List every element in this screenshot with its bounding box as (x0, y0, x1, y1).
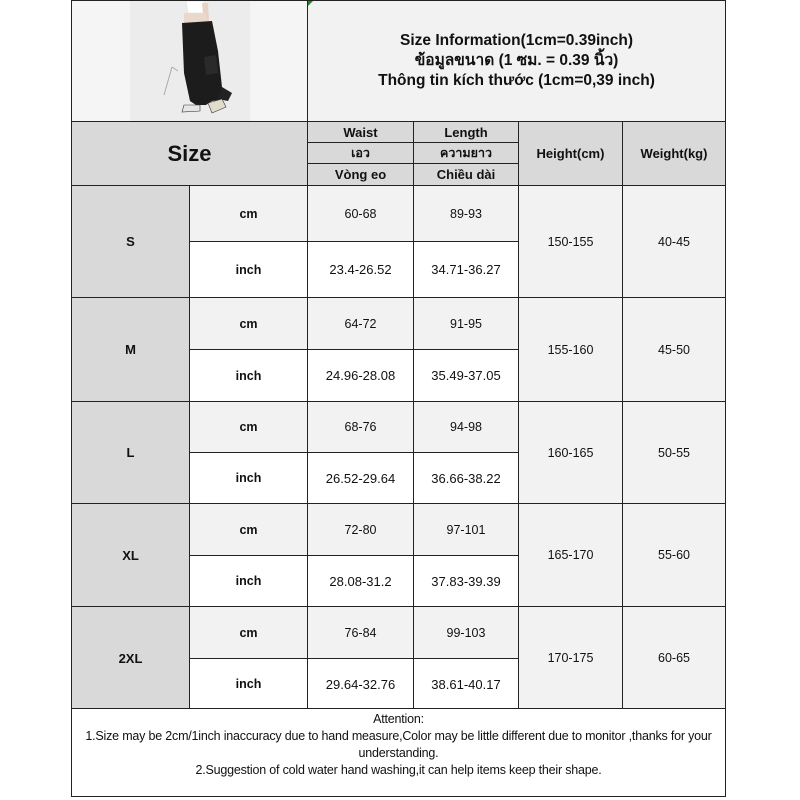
size-chart (71, 0, 726, 797)
weight-value: 50-55 (622, 401, 726, 504)
unit-label-cm: cm (189, 503, 308, 556)
length-inch-value: 38.61-40.17 (413, 658, 519, 710)
height-value: 155-160 (518, 297, 623, 402)
length-inch-value: 34.71-36.27 (413, 241, 519, 298)
attention-heading: Attention: (373, 712, 424, 726)
unit-label-cm: cm (189, 606, 308, 659)
unit-label-inch: inch (189, 349, 308, 402)
height-value: 165-170 (518, 503, 623, 607)
waist-inch-value: 24.96-28.08 (307, 349, 414, 402)
height-value: 170-175 (518, 606, 623, 710)
unit-label-inch: inch (189, 452, 308, 504)
weight-value: 55-60 (622, 503, 726, 607)
waist-cm-value: 72-80 (307, 503, 414, 556)
length-cm-value: 97-101 (413, 503, 519, 556)
header-weight: Weight(kg) (622, 121, 726, 186)
length-inch-value: 36.66-38.22 (413, 452, 519, 504)
length-cm-value: 94-98 (413, 401, 519, 453)
waist-cm-value: 64-72 (307, 297, 414, 350)
unit-label-inch: inch (189, 658, 308, 710)
size-label: L (71, 401, 190, 504)
unit-label-inch: inch (189, 241, 308, 298)
length-cm-value: 89-93 (413, 185, 519, 242)
size-label: XL (71, 503, 190, 607)
waist-inch-value: 23.4-26.52 (307, 241, 414, 298)
header-size: Size (71, 121, 308, 186)
weight-value: 60-65 (622, 606, 726, 710)
title-vietnamese: Thông tin kích thước (1cm=0,39 inch) (378, 72, 655, 89)
unit-label-cm: cm (189, 401, 308, 453)
unit-label-inch: inch (189, 555, 308, 607)
height-value: 160-165 (518, 401, 623, 504)
unit-label-cm: cm (189, 185, 308, 242)
title-english: Size Information(1cm=0.39inch) (400, 32, 633, 49)
waist-cm-value: 76-84 (307, 606, 414, 659)
length-cm-value: 99-103 (413, 606, 519, 659)
cell-marker-icon (308, 1, 313, 6)
header-waist-vi: Vòng eo (307, 163, 414, 186)
length-cm-value: 91-95 (413, 297, 519, 350)
size-info-title (307, 0, 726, 122)
size-label: S (71, 185, 190, 298)
waist-inch-value: 29.64-32.76 (307, 658, 414, 710)
waist-inch-value: 28.08-31.2 (307, 555, 414, 607)
header-length-vi: Chiều dài (413, 163, 519, 186)
header-length-th: ความยาว (413, 142, 519, 164)
size-label: M (71, 297, 190, 402)
weight-value: 45-50 (622, 297, 726, 402)
header-waist-th: เอว (307, 142, 414, 164)
waist-cm-value: 60-68 (307, 185, 414, 242)
attention-notes (71, 708, 726, 797)
weight-value: 40-45 (622, 185, 726, 298)
header-height: Height(cm) (518, 121, 623, 186)
length-inch-value: 37.83-39.39 (413, 555, 519, 607)
header-length-en: Length (413, 121, 519, 143)
waist-cm-value: 68-76 (307, 401, 414, 453)
header-waist-en: Waist (307, 121, 414, 143)
model-pants-illustration (72, 1, 308, 122)
attention-note-1: 1.Size may be 2cm/1inch inaccuracy due to hand measure,Color may be little different due to monitor ,thanks for your understanding. (85, 729, 712, 760)
unit-label-cm: cm (189, 297, 308, 350)
size-label: 2XL (71, 606, 190, 710)
length-inch-value: 35.49-37.05 (413, 349, 519, 402)
product-photo (71, 0, 308, 122)
waist-inch-value: 26.52-29.64 (307, 452, 414, 504)
attention-note-2: 2.Suggestion of cold water hand washing,it can help items keep their shape. (195, 763, 602, 777)
title-thai: ข้อมูลขนาด (1 ซม. = 0.39 นิ้ว) (414, 52, 619, 69)
height-value: 150-155 (518, 185, 623, 298)
